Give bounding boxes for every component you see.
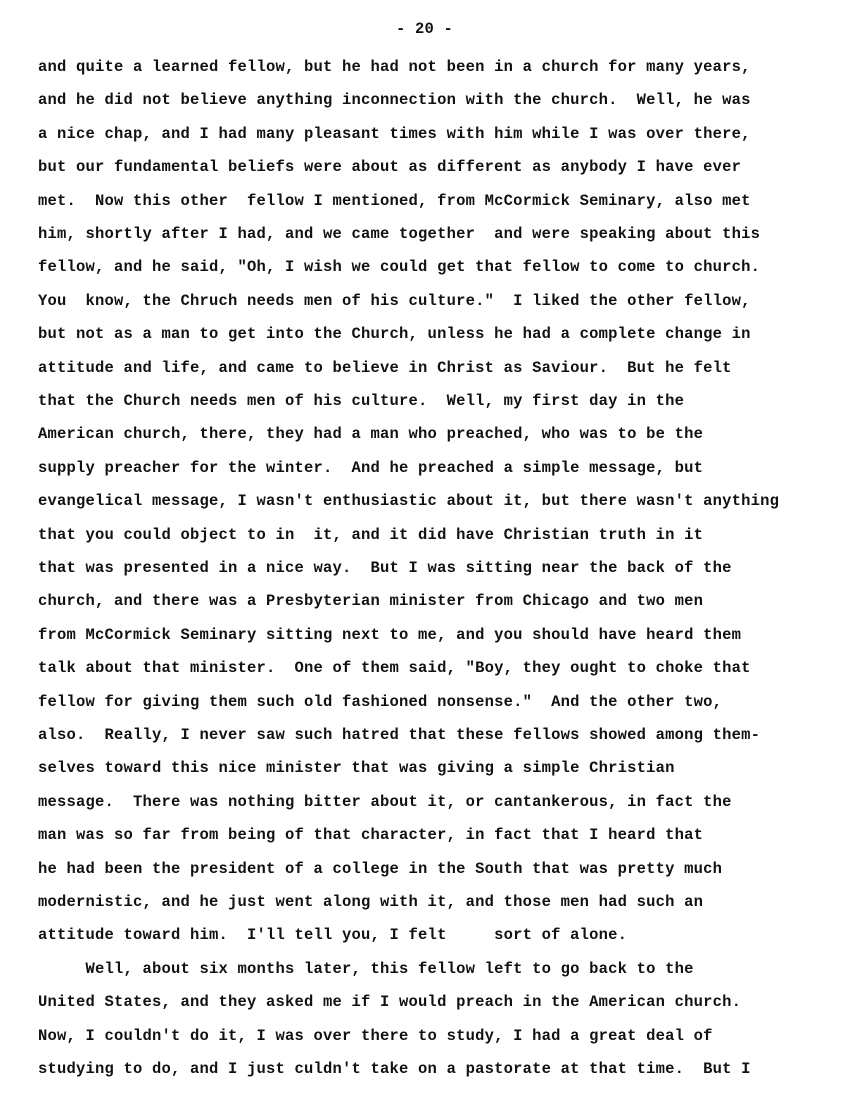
- text-line: a nice chap, and I had many pleasant times with him while I was over there,: [38, 124, 751, 143]
- text-line: he had been the president of a college in the South that was pretty much: [38, 859, 723, 878]
- text-line: that was presented in a nice way. But I was sitting near the back of the: [38, 559, 732, 577]
- text-line: American church, there, they had a man who preached, who was to be the: [38, 425, 704, 444]
- text-line: Now, I couldn't do it, I was over there to study, I had a great deal of: [38, 1026, 713, 1045]
- text-line: modernistic, and he just went along with it, and those men had such an: [38, 893, 704, 911]
- text-line: supply preacher for the winter. And he preached a simple message, but: [38, 458, 704, 477]
- text-line: Well, about six months later, this fellow left to go back to the: [38, 959, 694, 978]
- text-line: selves toward this nice minister that was giving a simple Christian: [38, 759, 675, 778]
- text-line: talk about that minister. One of them said, "Boy, they ought to choke that: [38, 659, 751, 678]
- text-line: him, shortly after I had, and we came together and were speaking about this: [38, 225, 761, 243]
- text-line: but our fundamental beliefs were about as different as anybody I have ever: [38, 158, 742, 177]
- text-line: met. Now this other fellow I mentioned, from McCormick Seminary, also met: [38, 191, 751, 210]
- text-line: but not as a man to get into the Church, unless he had a complete change in: [38, 325, 751, 344]
- text-line: and he did not believe anything inconnection with the church. Well, he was: [38, 91, 751, 110]
- text-line: attitude and life, and came to believe in Christ as Saviour. But he felt: [38, 358, 732, 377]
- text-line: studying to do, and I just culdn't take on a pastorate at that time. But I: [38, 1060, 751, 1078]
- text-line: and quite a learned fellow, but he had not been in a church for many years,: [38, 58, 751, 76]
- text-line: fellow, and he said, "Oh, I wish we could get that fellow to come to church.: [38, 258, 761, 277]
- text-line: church, and there was a Presbyterian minister from Chicago and two men: [38, 592, 704, 611]
- text-line: that you could object to in it, and it did have Christian truth in it: [38, 525, 704, 544]
- text-line: evangelical message, I wasn't enthusiastic about it, but there wasn't anything: [38, 492, 780, 511]
- text-line: man was so far from being of that character, in fact that I heard that: [38, 826, 704, 845]
- text-line: that the Church needs men of his culture. Well, my first day in the: [38, 392, 685, 410]
- text-line: also. Really, I never saw such hatred that these fellows showed among them-: [38, 726, 761, 744]
- text-line: message. There was nothing bitter about it, or cantankerous, in fact the: [38, 792, 732, 811]
- page-number: - 20 -: [395, 20, 453, 38]
- text-line: attitude toward him. I'll tell you, I felt sort of alone.: [38, 926, 628, 945]
- text-line: fellow for giving them such old fashioned nonsense." And the other two,: [38, 692, 723, 711]
- text-line: from McCormick Seminary sitting next to me, and you should have heard them: [38, 625, 742, 644]
- text-line: United States, and they asked me if I would preach in the American church.: [38, 993, 742, 1012]
- text-line: You know, the Chruch needs men of his culture." I liked the other fellow,: [38, 291, 751, 310]
